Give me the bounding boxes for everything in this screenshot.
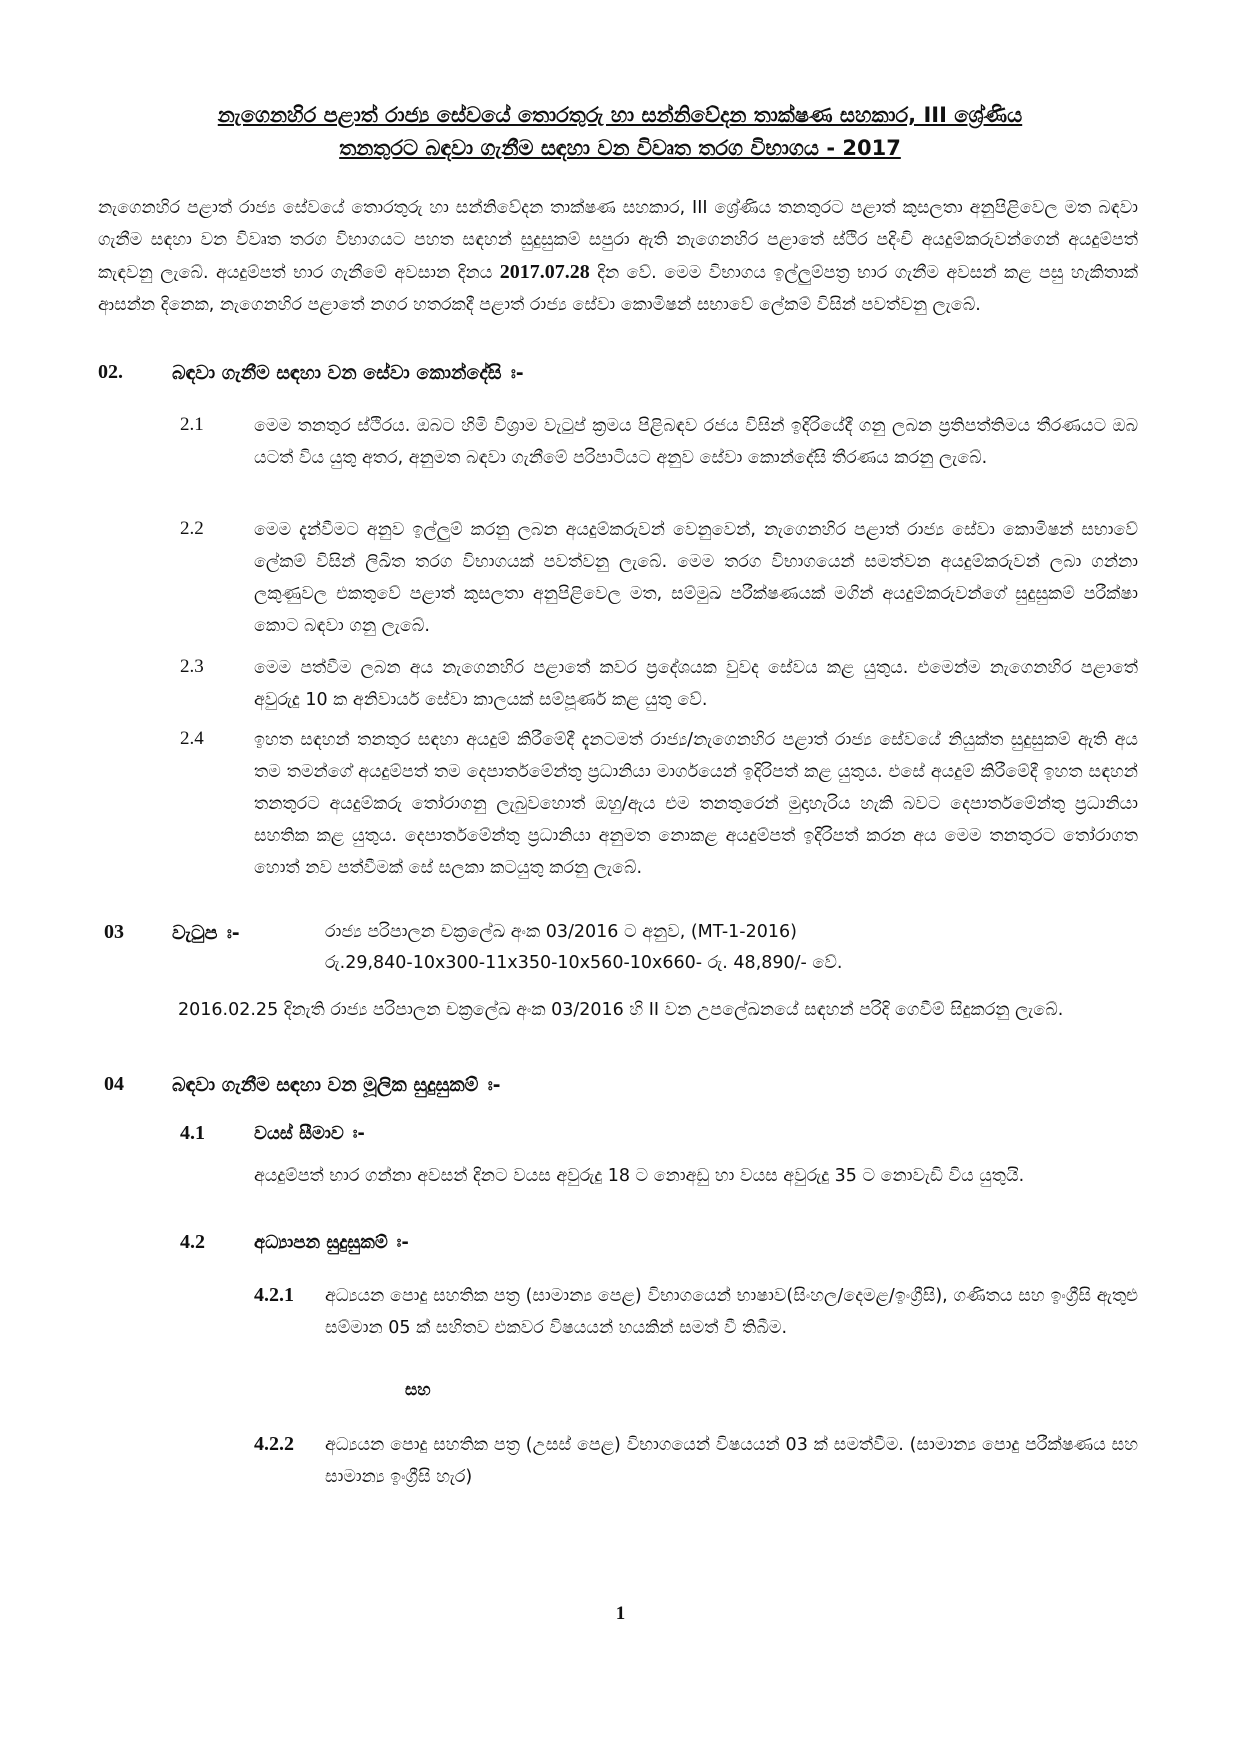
- salary-circular-line: රාජ්‍ය පරිපාලන චක්‍රලේඛ අංක 03/2016 ට අනුව, (MT-1-2016): [325, 922, 797, 942]
- item-4-1-number: 4.1: [180, 1122, 205, 1144]
- item-4-2-2-number: 4.2.2: [254, 1433, 294, 1455]
- item-2-4-text: ඉහත සඳහන් තනතුර සඳහා අයදුම් කිරීමේදී දැනටමත් රාජ්‍ය/නැගෙනහිර පළාත් රාජ්‍ය සේවයේ නියුක්ත සුදුසුකම් ඇති අය තම තමන්ගේ අයදුම්පත් තම දෙපාර්තමේන්තු ප්‍රධානියා මාර්ගයෙන් ඉදිරිපත් කළ යුතුය. එසේ අයදුම් කිරීමේදී ඉහත සඳහන් තනතුරට අයදුම්කරු තෝරාගනු ලැබුවහොත් ඔහු/ඇය එම තනතුරෙන් මුදාහැරිය හැකි බවට දෙපාර්තමේන්තු ප්‍රධානියා සහතික කළ යුතුය. දෙපාර්තමේන්තු ප්‍රධානියා අනුමත නොකළ අයදුම්පත් ඉදිරිපත් කරන අය මෙම තනතුරට තෝරාගත හොත් නව පත්වීමක් සේ සලකා කටයුතු කරනු ලැබේ.: [254, 730, 1138, 878]
- document-title-line1: නැගෙනහිර පළාත් රාජ්‍ය සේවයේ තොරතුරු හා සන්නිවේදන තාක්ෂණ සහකාර, III ශ්‍රේණිය: [217, 103, 1023, 127]
- item-4-2-number: 4.2: [180, 1231, 205, 1253]
- item-2-1-number: 2.1: [180, 414, 204, 435]
- item-2-1-text: මෙම තනතුර ස්ථිරය. ඔබට හිමි විශ්‍රාම වැටුප් ක්‍රමය පිළිබඳව රජය විසින් ඉදිරියේදී ගනු ලබන ප්‍රතිපත්තිමය තීරණයට ඔබ යටත් විය යුතු අතර, අනුමත බඳවා ගැනීමේ පරිපාටියට අනුව සේවා කොන්දේසි තීරණය කරනු ලැබේ.: [254, 416, 1138, 468]
- age-limit-heading: වයස් සීමාව ඃ-: [254, 1123, 365, 1144]
- item-2-3-number: 2.3: [180, 656, 204, 677]
- item-2-2-number: 2.2: [180, 518, 204, 539]
- section-03-number: 03: [104, 921, 124, 943]
- item-4-2-2-text: අධ්‍යයන පොදු සහතික පත්‍ර (උසස් පෙළ) විභාගයෙන් විෂයයන් 03 ක් සමත්වීම. (සාමාන්‍ය පොදු පරීක්ෂණය සහ සාමාන්‍ය ඉංග්‍රීසි හැර): [325, 1435, 1138, 1487]
- salary-note: 2016.02.25 දිනැති රාජ්‍ය පරිපාලන චක්‍රලේඛ අංක 03/2016 හි II වන උපලේඛනයේ සඳහන් පරිදි ගෙවීම් සිදුකරනු ලැබේ.: [178, 1000, 1064, 1020]
- item-2-3-text: මෙම පත්වීම ලබන අය නැගෙනහිර පළාතේ කවර ප්‍රදේශයක වුවද සේවය කළ යුතුය. එමෙන්ම නැගෙනහිර පළාතේ අවුරුදු 10 ක අනිවාර්ය සේවා කාලයක් සම්පූර්ණ කළ යුතු වේ.: [254, 658, 1138, 710]
- section-02-number: 02.: [98, 361, 123, 383]
- item-4-2-1-text: අධ්‍යයන පොදු සහතික පත්‍ර (සාමාන්‍ය පෙළ) විභාගයෙන් භාෂාව(සිංහල/දෙමළ/ඉංග්‍රීසි), ගණිතය සහ ඉංග්‍රීසි ඇතුළු සම්මාන 05 ක් සහිතව එකවර විෂයයන් හයකින් සමත් වී තිබීම.: [325, 1286, 1138, 1338]
- section-04-heading: බඳවා ගැනීම සඳහා වන මූලික සුදුසුකම් ඃ-: [172, 1074, 501, 1096]
- education-heading: අධ්‍යාපන සුදුසුකම් ඃ-: [254, 1232, 409, 1253]
- intro-text-after-date: දින වේ. මෙම විභාගය ඉල්ලුම්පත්‍ර භාර ගැනීම අවසන් කළ පසු හැකිතාක් ආසන්න දිනෙක, නැගෙනහිර පළාතේ නගර හතරකදී පළාත් රාජ්‍ය සේවා කොමිෂන් සභාවේ ලේකම් විසින් පවත්වනු ලැබේ.: [98, 263, 1138, 315]
- salary-scale-line: රු.29,840-10x300-11x350-10x560-10x660- රු. 48,890/- වේ.: [325, 953, 843, 973]
- section-02-heading: බඳවා ගැනීම සඳහා වන සේවා කොන්දේසි ඃ-: [172, 362, 524, 384]
- item-4-2-1-number: 4.2.1: [254, 1284, 294, 1306]
- item-2-4-number: 2.4: [180, 728, 204, 749]
- item-2-2-text: මෙම දැන්වීමට අනුව ඉල්ලුම් කරනු ලබන අයදුම්කරුවන් වෙනුවෙන්, නැගෙනහිර පළාත් රාජ්‍ය සේවා කොමිෂන් සභාවේ ලේකම් විසින් ලිඛිත තරග විභාගයක් පවත්වනු ලැබේ. මෙම තරග විභාගයෙන් සමත්වන අයදුම්කරුවන් ලබා ගන්නා ලකුණුවල එකතුවේ පළාත් කුසලතා අනුපිළිවෙල මත, සම්මුඛ පරීක්ෂණයක් මගින් අයදුම්කරුවන්ගේ සුදුසුකම් පරීක්ෂා කොට බඳවා ගනු ලැබේ.: [254, 520, 1138, 636]
- document-title-line2: තනතුරට බඳවා ගැනීම සඳහා වන විවෘත තරග විභාගය - 2017: [339, 136, 901, 160]
- closing-date: 2017.07.28: [499, 261, 590, 283]
- section-04-number: 04: [104, 1073, 124, 1095]
- page-number: 1: [615, 1603, 626, 1624]
- and-connector: සහ: [405, 1380, 431, 1400]
- age-limit-text: අයදුම්පත් භාර ගන්නා අවසන් දිනට වයස අවුරුදු 18 ට නොඅඩු හා වයස අවුරුදු 35 ට නොවැඩි විය යුතුයි.: [254, 1166, 1025, 1186]
- intro-text-before-date: නැගෙනහිර පළාත් රාජ්‍ය සේවයේ තොරතුරු හා සන්නිවේදන තාක්ෂණ සහකාර, III ශ්‍රේණිය තනතුරට පළාත් කුසලතා අනුපිළිවෙල මත බඳවා ගැනීම සඳහා වන විවෘත තරග විභාගයට පහත සඳහන් සුදුසුකම් සපුරා ඇති නැගෙනහිර පළාතේ ස්ථිර පදිංචි අයදුම්කරුවන්ගෙන් අයදුම්පත් කැඳවනු ලැබේ. අයදුම්පත් භාර ගැනීමේ අවසාන දිනය: [98, 198, 1138, 283]
- intro-paragraph: [98, 192, 1138, 321]
- section-03-heading: වැටුප ඃ-: [172, 922, 240, 944]
